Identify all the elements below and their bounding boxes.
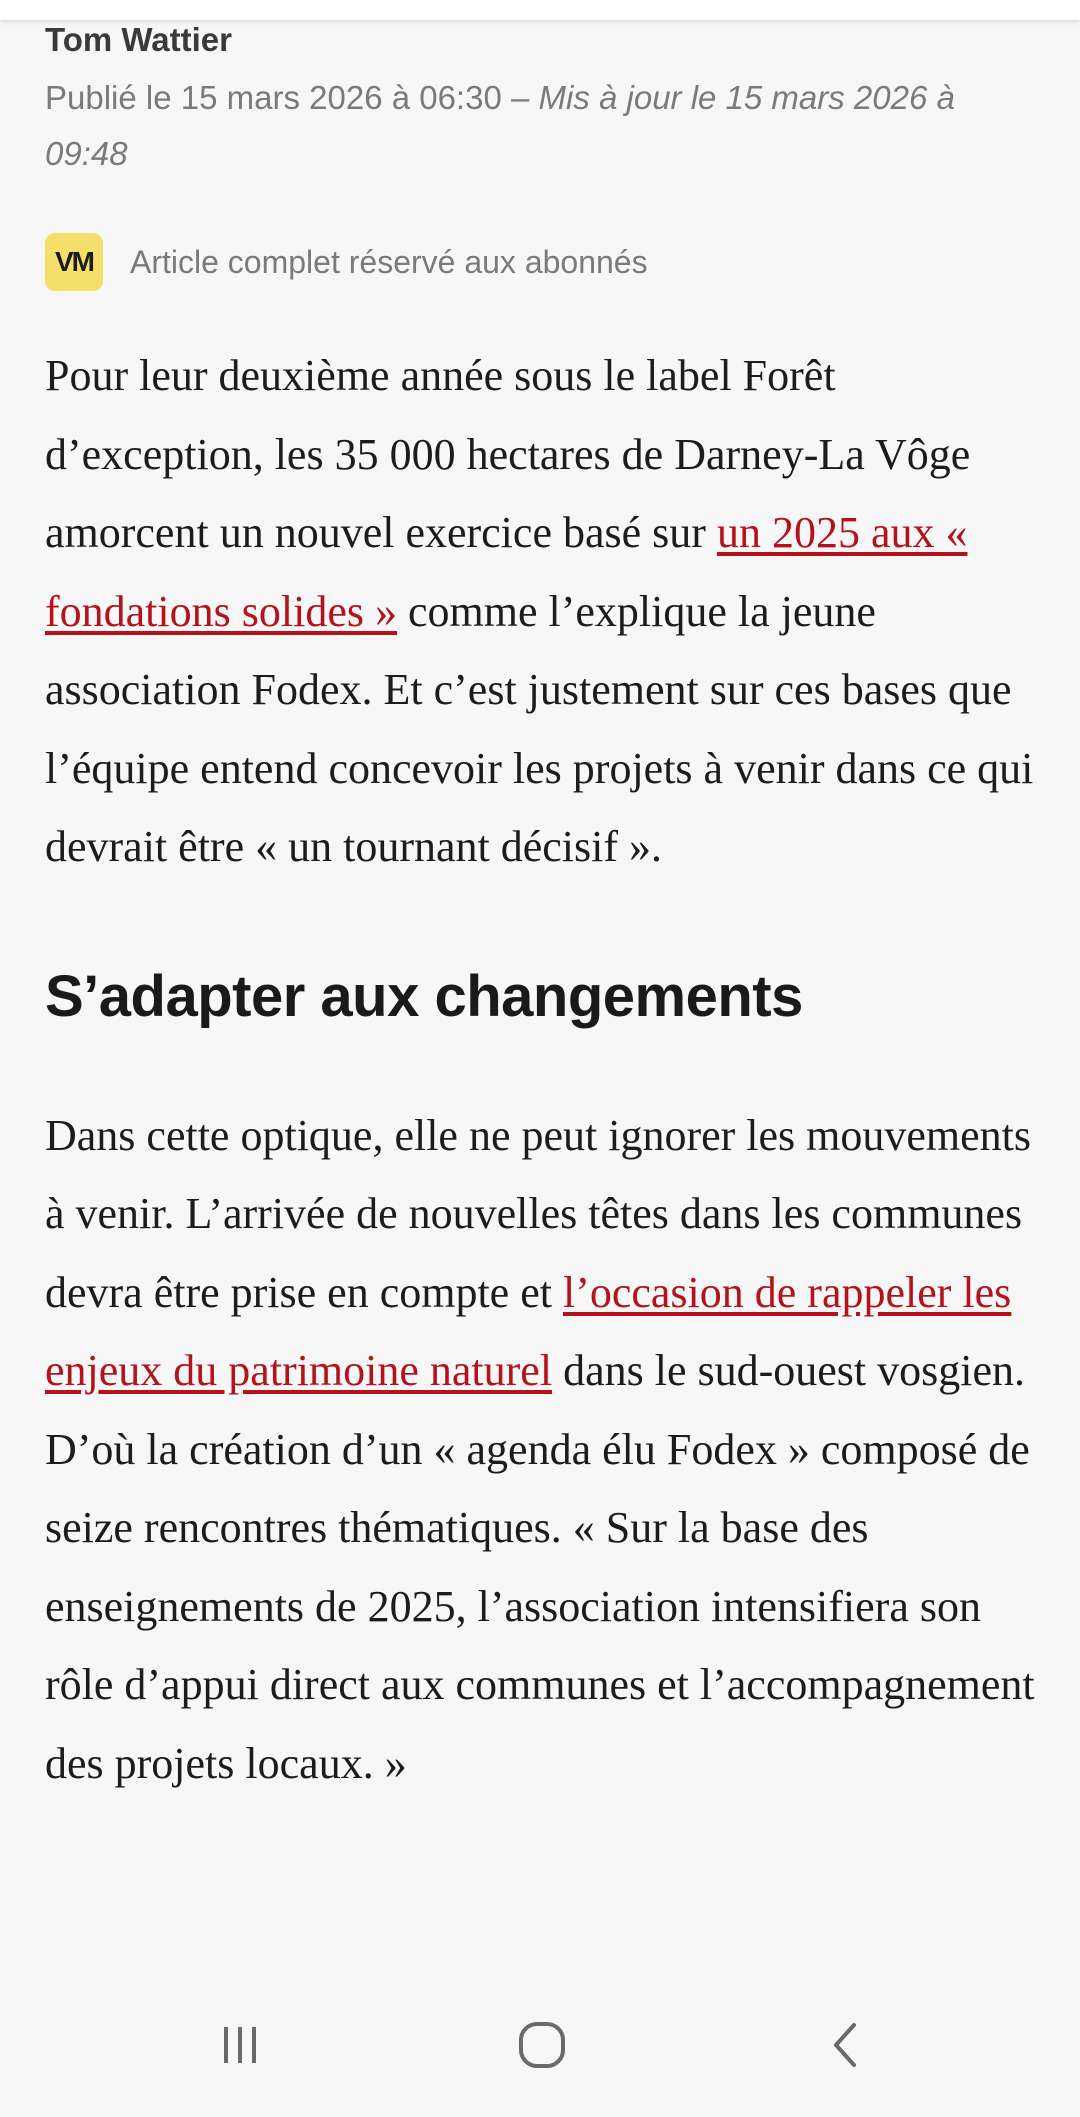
system-navigation-bar [0,1997,1080,2117]
home-icon [516,2019,568,2076]
paragraph-text: dans le sud-ouest vosgien. D’où la création d’un « agenda élu Fodex » composé de seize rencontres thématiques. « Sur la base des enseignements de 2025, l’association intensifiera son rôle d’appui direct aux communes et l’accompagnement des projets locaux. » [45,1346,1035,1788]
section-heading: S’adapter aux changements [45,963,803,1029]
updated-date: – Mis à jour le 15 mars 2026 à 09:48 [45,79,955,172]
article-paragraph-2 [45,1097,1045,1804]
paragraph-text: Dans cette optique, elle ne peut ignorer les mouvements à venir. L’arrivée de nouvelles têtes dans les communes devra être prise en compte et [45,1110,1032,1317]
paragraph-text: comme l’explique la jeune association Fodex. Et c’est justement sur ces bases que l’équipe entend concevoir les projets à venir dans ce qui devrait être « un tournant décisif ». [45,586,1034,871]
home-button[interactable] [502,2017,582,2077]
article-paragraph-1 [45,337,1045,887]
subscriber-badge-icon: VM [45,233,103,291]
back-icon [826,2019,866,2076]
subscriber-note: Article complet réservé aux abonnés [130,243,648,280]
published-date: Publié le 15 mars 2026 à 06:30 [45,79,502,116]
article-link-fondations[interactable]: un 2025 aux « fondations solides » [45,508,968,636]
recent-apps-button[interactable] [200,2017,280,2077]
paragraph-text: Pour leur deuxième année sous le label Forêt d’exception, les 35 000 hectares de Darney-La Vôge amorcent un nouvel exercice basé sur [45,351,971,557]
article-container [45,10,1045,1803]
recent-apps-icon [216,2021,264,2074]
article-dates [45,70,1035,182]
author-name[interactable]: Tom Wattier [45,21,232,58]
back-button[interactable] [806,2017,886,2077]
article-link-patrimoine[interactable]: l’occasion de rappeler les enjeux du patrimoine naturel [45,1267,1012,1395]
subscriber-notice [45,232,1045,292]
